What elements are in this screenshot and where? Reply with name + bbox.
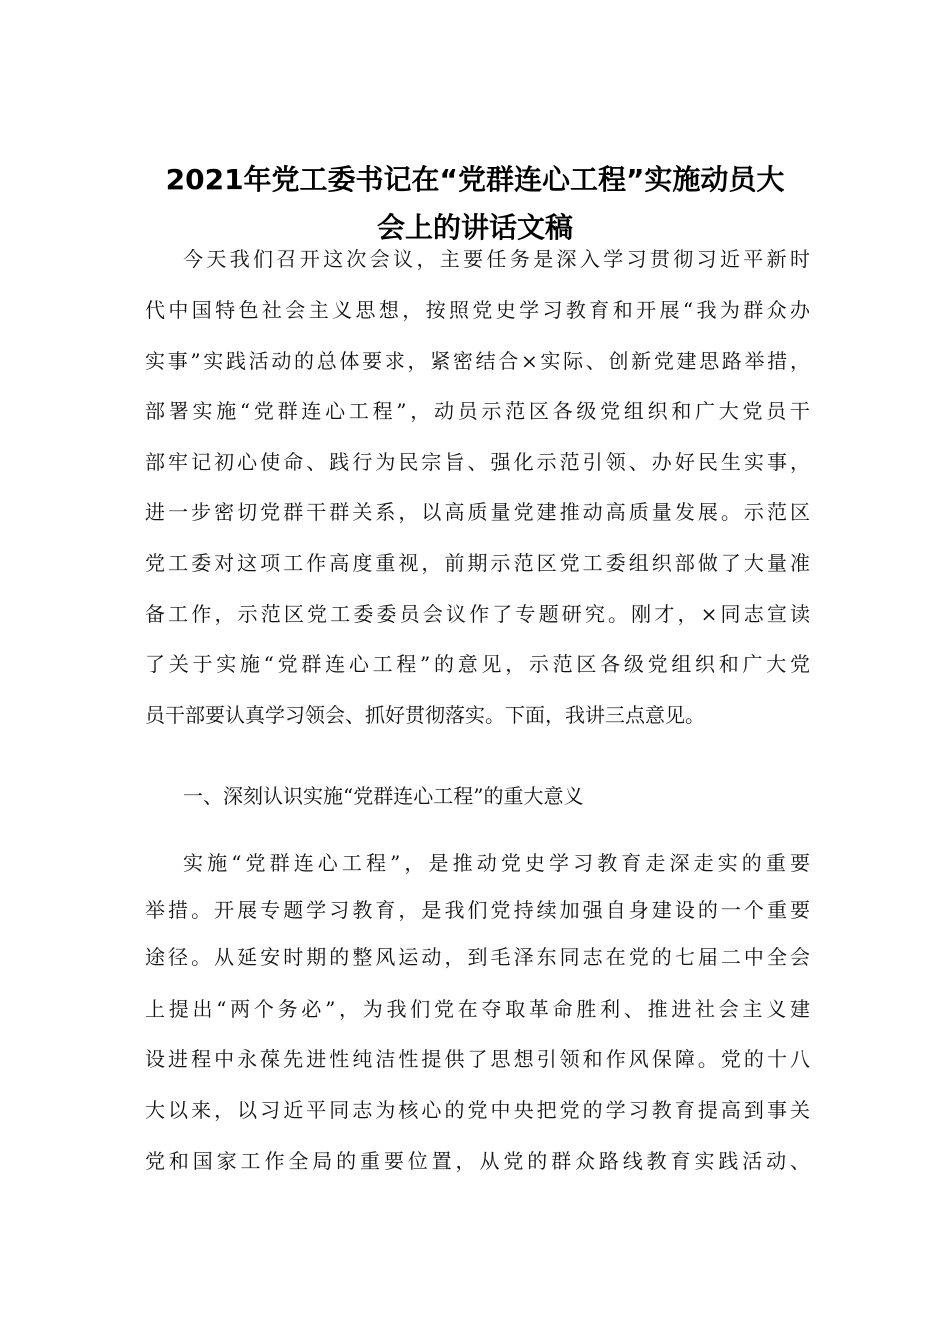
document-title-line-2: 会上的讲话文稿 — [376, 211, 573, 244]
paragraph2-line: 上提出“两个务必”，为我们党在夺取革命胜利、推进社会主义建 — [145, 997, 810, 1021]
paragraph1-line: 代中国特色社会主义思想，按照党史学习教育和开展“我为群众办 — [145, 298, 810, 322]
paragraph1-line: 党工委对这项工作高度重视，前期示范区党工委组织部做了大量准 — [145, 551, 810, 575]
paragraph2-line: 党和国家工作全局的重要位置，从党的群众路线教育实践活动、 — [145, 1149, 810, 1173]
paragraph2-line: 设进程中永葆先进性纯洁性提供了思想引领和作风保障。党的十八 — [145, 1047, 810, 1071]
paragraph1-line: 了关于实施“党群连心工程”的意见，示范区各级党组织和广大党 — [145, 652, 810, 676]
paragraph1-line: 员干部要认真学习领会、抓好贯彻落实。下面，我讲三点意见。 — [145, 703, 705, 727]
paragraph2-line: 途径。从延安时期的整风运动，到毛泽东同志在党的七届二中全会 — [145, 945, 810, 969]
paragraph1-line: 进一步密切党群干群关系，以高质量党建推动高质量发展。示范区 — [145, 500, 810, 524]
paragraph1-line: 今天我们召开这次会议，主要任务是深入学习贯彻习近平新时 — [183, 247, 810, 271]
document-title-line-1: 2021年党工委书记在“党群连心工程”实施动员大 — [165, 163, 785, 196]
paragraph1-line: 实事”实践活动的总体要求，紧密结合×实际、创新党建思路举措， — [145, 349, 810, 373]
section-heading-1: 一、深刻认识实施“党群连心工程”的重大意义 — [183, 784, 584, 808]
paragraph1-line: 部牢记初心使命、践行为民宗旨、强化示范引领、办好民生实事， — [145, 450, 810, 474]
paragraph2-line: 实施“党群连心工程”，是推动党史学习教育走深走实的重要 — [183, 851, 810, 875]
paragraph2-line: 举措。开展专题学习教育，是我们党持续加强自身建设的一个重要 — [145, 898, 810, 922]
paragraph1-line: 部署实施“党群连心工程”，动员示范区各级党组织和广大党员干 — [145, 399, 810, 423]
paragraph2-line: 大以来，以习近平同志为核心的党中央把党的学习教育提高到事关 — [145, 1098, 810, 1122]
paragraph1-line: 备工作，示范区党工委委员会议作了专题研究。刚才，×同志宣读 — [145, 602, 810, 626]
